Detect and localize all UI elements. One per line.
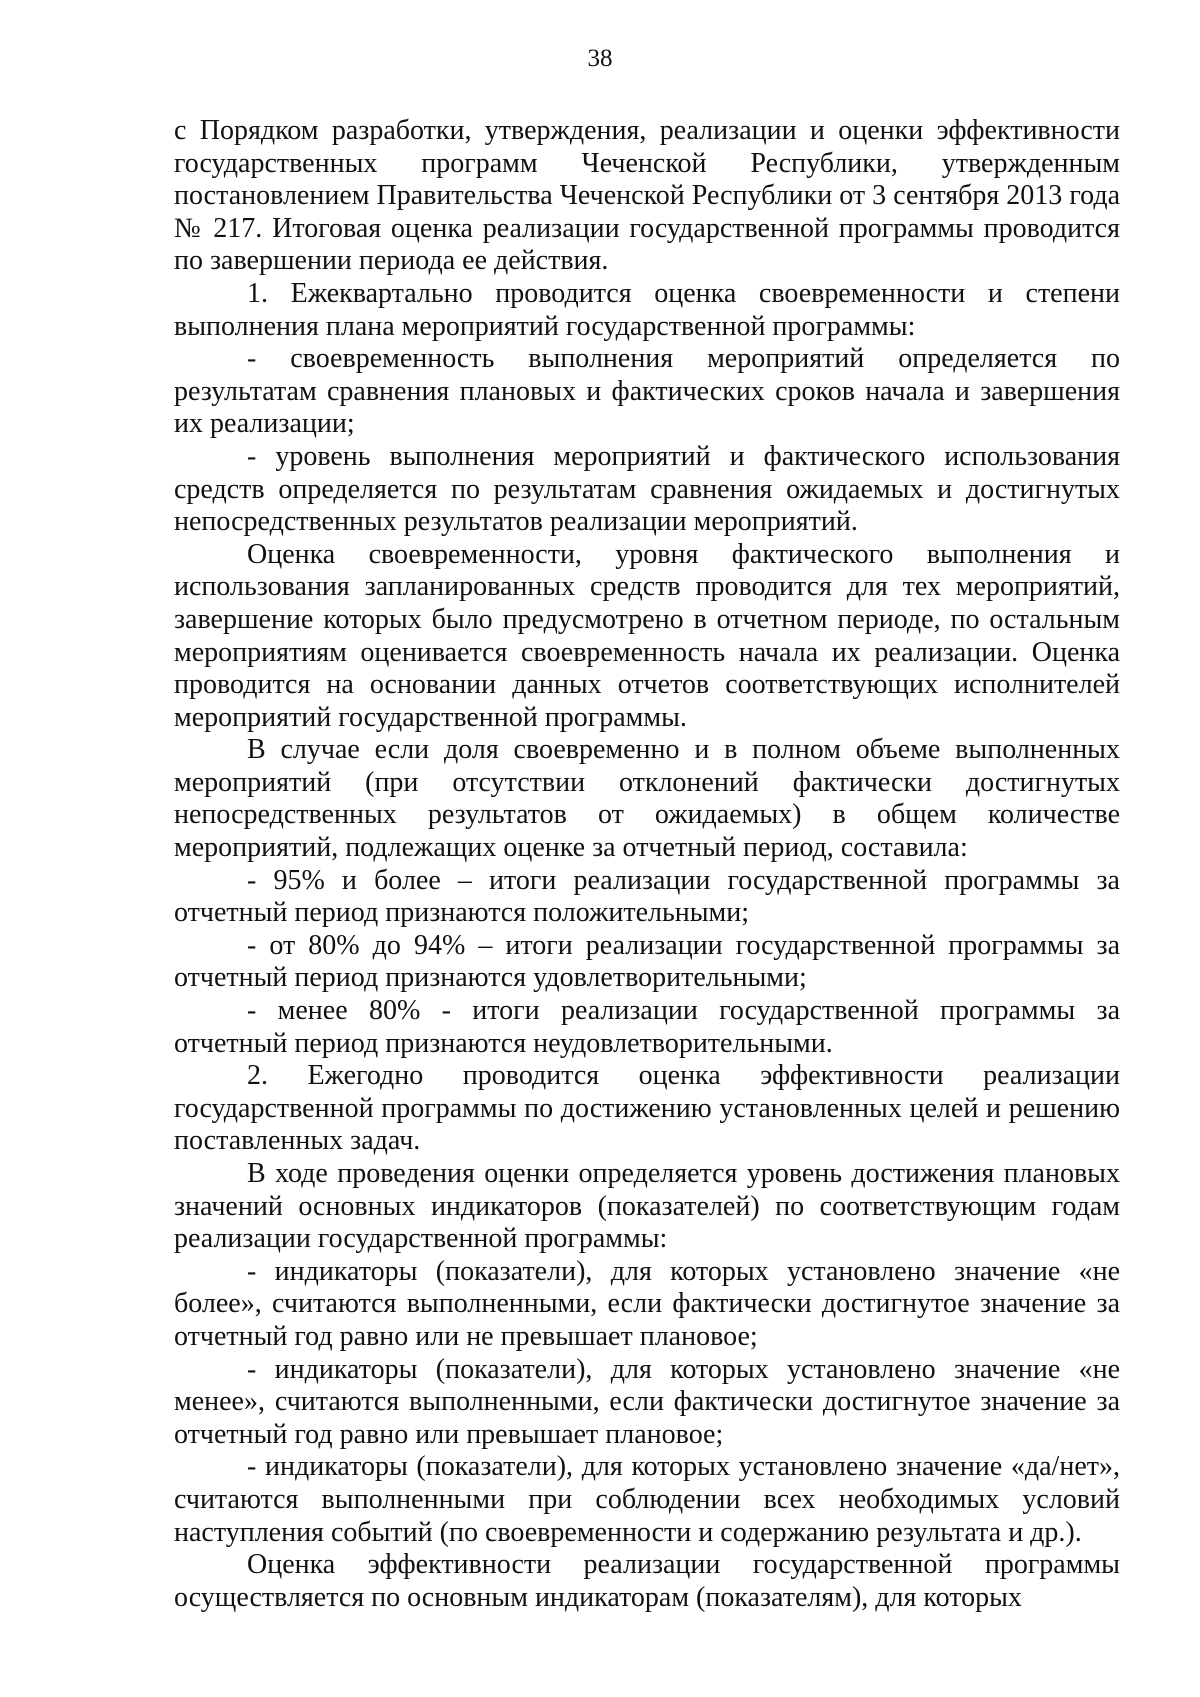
list-item-not-more: - индикаторы (показатели), для которых установлено значение «не более», считаются выполненными, если фактически достигнутое значение за отчетный год равно или не превышает плановое; <box>174 1255 1120 1352</box>
paragraph-indicator-assessment: В ходе проведения оценки определяется уровень достижения плановых значений основных индикаторов (показателей) по соответствующим годам реализации государственной программы: <box>174 1158 1120 1255</box>
paragraph-quarterly-assessment: 1. Ежеквартально проводится оценка своевременности и степени выполнения плана мероприятий государственной программы: <box>174 277 1120 342</box>
paragraph-annual-assessment: 2. Ежегодно проводится оценка эффективности реализации государственной программы по достижению установленных целей и решению поставленных задач. <box>174 1060 1120 1157</box>
paragraph-procedure-reference: с Порядком разработки, утверждения, реализации и оценки эффективности государственных программ Чеченской Республики, утвержденным постановлением Правительства Чеченской Республики от 3 сентября 2013 года № 217. Итоговая оценка реализации государственной программы проводится по завершении периода ее действия. <box>174 115 1120 277</box>
list-item-not-less: - индикаторы (показатели), для которых установлено значение «не менее», считаются выполненными, если фактически достигнутое значение за отчетный год равно или превышает плановое; <box>174 1353 1120 1450</box>
body-text <box>174 115 1120 1614</box>
list-item-below-80-percent: - менее 80% - итоги реализации государственной программы за отчетный период признаются неудовлетворительными. <box>174 995 1120 1059</box>
page-number: 38 <box>587 45 613 72</box>
list-item-timeliness: - своевременность выполнения мероприятий определяется по результатам сравнения плановых и фактических сроков начала и завершения их реализации; <box>174 343 1120 440</box>
list-item-80-94-percent: - от 80% до 94% – итоги реализации государственной программы за отчетный период признаются удовлетворительными; <box>174 929 1120 994</box>
paragraph-assessment-scope: Оценка своевременности, уровня фактического выполнения и использования запланированных средств проводится для тех мероприятий, завершение которых было предусмотрено в отчетном периоде, по остальным мероприятиям оценивается своевременность начала их реализации. Оценка проводится на основании данных отчетов соответствующих исполнителей мероприятий государственной программы. <box>174 538 1120 733</box>
paragraph-share-condition: В случае если доля своевременно и в полном объеме выполненных мероприятий (при отсутствии отклонений фактически достигнутых непосредственных результатов от ожидаемых) в общем количестве мероприятий, подлежащих оценке за отчетный период, составила: <box>174 734 1120 864</box>
paragraph-efficiency-assessment: Оценка эффективности реализации государственной программы осуществляется по основным индикаторам (показателям), для которых <box>174 1549 1120 1613</box>
list-item-95-percent: - 95% и более – итоги реализации государственной программы за отчетный период признаются положительными; <box>174 864 1120 929</box>
list-item-yes-no: - индикаторы (показатели), для которых установлено значение «да/нет», считаются выполненными при соблюдении всех необходимых условий наступления событий (по своевременности и содержанию результата и др.). <box>174 1451 1120 1548</box>
list-item-execution-level: - уровень выполнения мероприятий и фактического использования средств определяется по результатам сравнения ожидаемых и достигнутых непосредственных результатов реализации мероприятий. <box>174 440 1120 538</box>
